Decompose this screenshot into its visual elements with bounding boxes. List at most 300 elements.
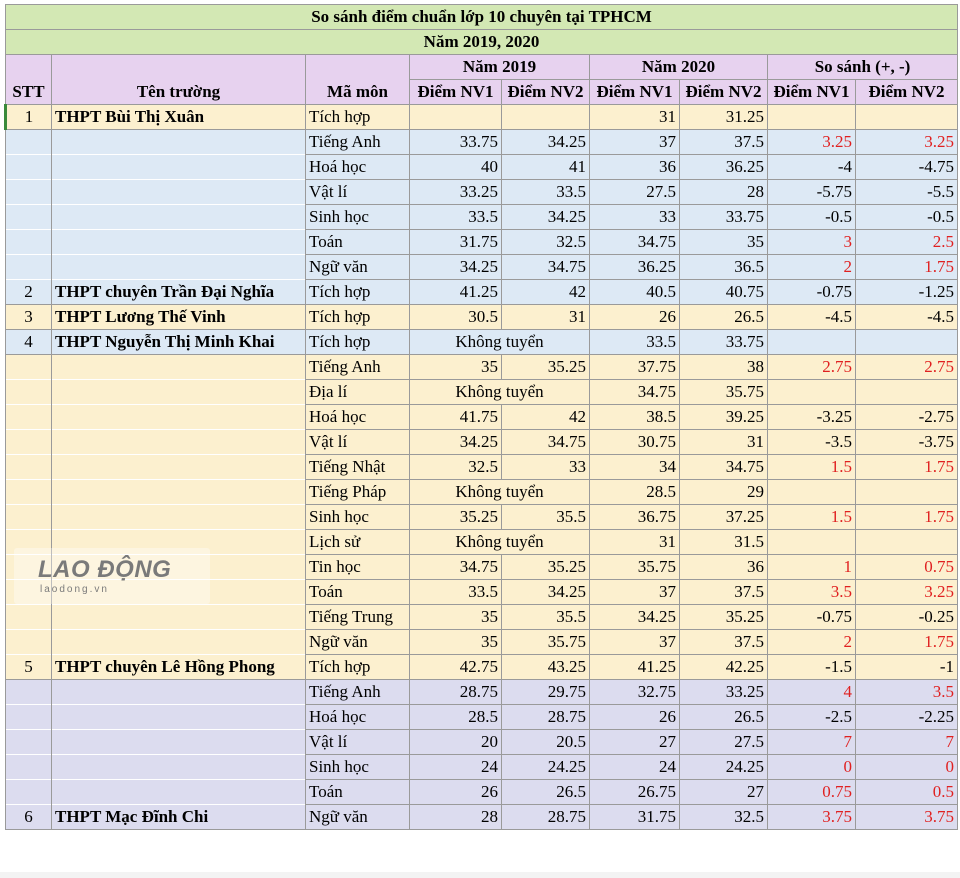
header-stt: STT <box>6 55 52 105</box>
header-compare: So sánh (+, -) <box>768 55 958 80</box>
cell-2019-nv1: 41.25 <box>410 280 502 305</box>
cell-diff-nv1: -4.5 <box>768 305 856 330</box>
cell-2019-nv2: 28.75 <box>502 805 590 830</box>
table-row <box>6 480 958 505</box>
cell-diff-nv2: -4.75 <box>856 155 958 180</box>
cell-stt <box>6 205 52 230</box>
cell-diff-nv1: 3.5 <box>768 580 856 605</box>
cell-diff-nv1: 3 <box>768 230 856 255</box>
cell-2020-nv2: 33.75 <box>680 205 768 230</box>
cell-subject: Tích hợp <box>306 330 410 355</box>
cell-subject: Tiếng Nhật <box>306 455 410 480</box>
cell-2019-nv2: 35.25 <box>502 555 590 580</box>
cell-2020-nv1: 36.75 <box>590 505 680 530</box>
cell-stt: 6 <box>6 805 52 830</box>
cell-2019-nv2: 35.5 <box>502 605 590 630</box>
cell-school-name <box>52 405 306 430</box>
cell-2020-nv1: 34.75 <box>590 230 680 255</box>
cell-diff-nv2: 2.75 <box>856 355 958 380</box>
cell-2019-nv2: 43.25 <box>502 655 590 680</box>
cell-2020-nv1: 38.5 <box>590 405 680 430</box>
cell-2019-nv1: 42.75 <box>410 655 502 680</box>
cell-2020-nv1: 24 <box>590 755 680 780</box>
cell-2020-nv2: 33.75 <box>680 330 768 355</box>
watermark-brand: LAO ĐỘNG <box>38 556 172 583</box>
cell-2019-nv1 <box>410 105 502 130</box>
cell-2019-nv1: 34.25 <box>410 430 502 455</box>
cell-2020-nv2: 36.5 <box>680 255 768 280</box>
cell-stt <box>6 530 52 555</box>
cell-2020-nv2: 31 <box>680 430 768 455</box>
cell-diff-nv2: -5.5 <box>856 180 958 205</box>
cell-diff-nv2: -2.25 <box>856 705 958 730</box>
cell-diff-nv2 <box>856 480 958 505</box>
cell-subject: Tin học <box>306 555 410 580</box>
cell-school-name <box>52 630 306 655</box>
table-subtitle: Năm 2019, 2020 <box>6 30 958 55</box>
cell-2020-nv2: 36 <box>680 555 768 580</box>
cell-subject: Ngữ văn <box>306 255 410 280</box>
cell-diff-nv2: 0 <box>856 755 958 780</box>
cell-2019-nv1: 24 <box>410 755 502 780</box>
header-2019-nv1: Điểm NV1 <box>410 80 502 105</box>
cell-stt <box>6 355 52 380</box>
cell-diff-nv1: 2.75 <box>768 355 856 380</box>
cell-stt <box>6 780 52 805</box>
header-year-2019: Năm 2019 <box>410 55 590 80</box>
cell-2019-nv2: 41 <box>502 155 590 180</box>
cell-2019-nv1: 35.25 <box>410 505 502 530</box>
table-row <box>6 780 958 805</box>
cell-2020-nv1: 37 <box>590 130 680 155</box>
comparison-table <box>4 4 958 830</box>
cell-2019-nv1: 35 <box>410 605 502 630</box>
cell-diff-nv2: 1.75 <box>856 630 958 655</box>
cell-2020-nv1: 33.5 <box>590 330 680 355</box>
cell-stt <box>6 405 52 430</box>
cell-2020-nv1: 26 <box>590 305 680 330</box>
cell-2020-nv2: 42.25 <box>680 655 768 680</box>
table-row <box>6 680 958 705</box>
cell-school-name <box>52 230 306 255</box>
cell-2020-nv1: 33 <box>590 205 680 230</box>
header-school: Tên trường <box>52 55 306 105</box>
cell-2020-nv2: 28 <box>680 180 768 205</box>
cell-stt <box>6 430 52 455</box>
cell-2020-nv1: 27.5 <box>590 180 680 205</box>
cell-subject: Ngữ văn <box>306 805 410 830</box>
cell-2019-nv2: 34.25 <box>502 205 590 230</box>
cell-diff-nv2: 1.75 <box>856 505 958 530</box>
cell-stt <box>6 255 52 280</box>
cell-school-name <box>52 680 306 705</box>
cell-diff-nv1: 7 <box>768 730 856 755</box>
cell-stt <box>6 455 52 480</box>
cell-2020-nv1: 31 <box>590 530 680 555</box>
cell-2020-nv1: 31.75 <box>590 805 680 830</box>
cell-stt <box>6 555 52 580</box>
table-row <box>6 405 958 430</box>
cell-stt <box>6 580 52 605</box>
cell-diff-nv1 <box>768 480 856 505</box>
cell-2019-nv1: 35 <box>410 630 502 655</box>
cell-diff-nv2: -2.75 <box>856 405 958 430</box>
cell-diff-nv1 <box>768 330 856 355</box>
cell-school-name: THPT Lương Thế Vinh <box>52 305 306 330</box>
cell-diff-nv2: -0.5 <box>856 205 958 230</box>
cell-school-name <box>52 155 306 180</box>
table-row <box>6 105 958 130</box>
cell-diff-nv2 <box>856 380 958 405</box>
cell-2020-nv2: 37.25 <box>680 505 768 530</box>
cell-2019-nv1: 33.5 <box>410 580 502 605</box>
cell-diff-nv2: 3.5 <box>856 680 958 705</box>
table-row <box>6 130 958 155</box>
table-row <box>6 255 958 280</box>
cell-2020-nv1: 37 <box>590 580 680 605</box>
header-compare-nv1: Điểm NV1 <box>768 80 856 105</box>
cell-2019-nv2: 33.5 <box>502 180 590 205</box>
cell-school-name <box>52 255 306 280</box>
cell-diff-nv1: 0 <box>768 755 856 780</box>
cell-2019-nv2: 42 <box>502 405 590 430</box>
cell-2019-nv1: 40 <box>410 155 502 180</box>
cell-2019-nv1: 30.5 <box>410 305 502 330</box>
cell-2020-nv2: 34.75 <box>680 455 768 480</box>
table-row <box>6 705 958 730</box>
cell-subject: Tiếng Anh <box>306 130 410 155</box>
cell-school-name <box>52 205 306 230</box>
cell-2020-nv1: 26 <box>590 705 680 730</box>
cell-2019-nv1: 32.5 <box>410 455 502 480</box>
cell-subject: Toán <box>306 580 410 605</box>
cell-stt <box>6 380 52 405</box>
cell-school-name: THPT chuyên Trần Đại Nghĩa <box>52 280 306 305</box>
cell-2020-nv2: 24.25 <box>680 755 768 780</box>
cell-school-name <box>52 355 306 380</box>
cell-not-admitted: Không tuyển <box>410 530 590 555</box>
cell-stt <box>6 705 52 730</box>
cell-2020-nv2: 37.5 <box>680 130 768 155</box>
cell-school-name <box>52 480 306 505</box>
cell-school-name: THPT chuyên Lê Hồng Phong <box>52 655 306 680</box>
cell-2020-nv1: 36.25 <box>590 255 680 280</box>
cell-subject: Sinh học <box>306 205 410 230</box>
cell-diff-nv1: -1.5 <box>768 655 856 680</box>
cell-stt <box>6 480 52 505</box>
cell-subject: Vật lí <box>306 730 410 755</box>
cell-2020-nv2: 35.25 <box>680 605 768 630</box>
cell-diff-nv1: -3.5 <box>768 430 856 455</box>
cell-diff-nv1: 0.75 <box>768 780 856 805</box>
cell-diff-nv1: 1.5 <box>768 455 856 480</box>
cell-diff-nv1: 3.75 <box>768 805 856 830</box>
cell-subject: Toán <box>306 780 410 805</box>
cell-school-name <box>52 530 306 555</box>
cell-diff-nv2: 7 <box>856 730 958 755</box>
cell-2020-nv2: 35 <box>680 230 768 255</box>
header-2020-nv1: Điểm NV1 <box>590 80 680 105</box>
cell-stt <box>6 505 52 530</box>
cell-2019-nv2: 34.25 <box>502 580 590 605</box>
cell-school-name <box>52 730 306 755</box>
cell-2020-nv1: 34.25 <box>590 605 680 630</box>
cell-subject: Tích hợp <box>306 105 410 130</box>
cell-subject: Tích hợp <box>306 280 410 305</box>
cell-2020-nv1: 34 <box>590 455 680 480</box>
cell-2019-nv1: 33.75 <box>410 130 502 155</box>
cell-stt <box>6 230 52 255</box>
cell-2019-nv2 <box>502 105 590 130</box>
cell-stt: 1 <box>6 105 52 130</box>
cell-school-name: THPT Nguyễn Thị Minh Khai <box>52 330 306 355</box>
cell-diff-nv1: -5.75 <box>768 180 856 205</box>
cell-school-name: THPT Bùi Thị Xuân <box>52 105 306 130</box>
cell-diff-nv2 <box>856 330 958 355</box>
table-row <box>6 755 958 780</box>
header-2019-nv2: Điểm NV2 <box>502 80 590 105</box>
header-compare-nv2: Điểm NV2 <box>856 80 958 105</box>
cell-school-name <box>52 180 306 205</box>
cell-diff-nv2: 3.75 <box>856 805 958 830</box>
cell-subject: Ngữ văn <box>306 630 410 655</box>
cell-diff-nv2: -4.5 <box>856 305 958 330</box>
cell-school-name <box>52 380 306 405</box>
cell-2020-nv2: 36.25 <box>680 155 768 180</box>
watermark-site: laodong.vn <box>40 584 109 595</box>
cell-school-name <box>52 430 306 455</box>
cell-2019-nv1: 20 <box>410 730 502 755</box>
header-year-2020: Năm 2020 <box>590 55 768 80</box>
cell-diff-nv1: -3.25 <box>768 405 856 430</box>
cell-2020-nv2: 26.5 <box>680 705 768 730</box>
cell-diff-nv2: 0.5 <box>856 780 958 805</box>
cell-2020-nv2: 31.5 <box>680 530 768 555</box>
table-row <box>6 230 958 255</box>
cell-diff-nv2: 3.25 <box>856 580 958 605</box>
table-row <box>6 580 958 605</box>
cell-diff-nv1: -0.75 <box>768 605 856 630</box>
table-row <box>6 655 958 680</box>
cell-2020-nv1: 31 <box>590 105 680 130</box>
cell-2019-nv2: 28.75 <box>502 705 590 730</box>
cell-diff-nv2 <box>856 530 958 555</box>
cell-2019-nv1: 34.25 <box>410 255 502 280</box>
cell-2020-nv1: 32.75 <box>590 680 680 705</box>
table-row <box>6 730 958 755</box>
cell-diff-nv1: 1 <box>768 555 856 580</box>
cell-2020-nv1: 36 <box>590 155 680 180</box>
cell-diff-nv1: 1.5 <box>768 505 856 530</box>
cell-school-name <box>52 580 306 605</box>
table-row <box>6 305 958 330</box>
cell-diff-nv2: -3.75 <box>856 430 958 455</box>
cell-school-name <box>52 505 306 530</box>
cell-diff-nv1: -2.5 <box>768 705 856 730</box>
cell-diff-nv2: 1.75 <box>856 455 958 480</box>
cell-2019-nv1: 41.75 <box>410 405 502 430</box>
cell-2019-nv2: 29.75 <box>502 680 590 705</box>
cell-2020-nv2: 27.5 <box>680 730 768 755</box>
cell-school-name <box>52 605 306 630</box>
cell-diff-nv1 <box>768 105 856 130</box>
cell-stt <box>6 180 52 205</box>
cell-diff-nv2: -1.25 <box>856 280 958 305</box>
cell-2020-nv2: 27 <box>680 780 768 805</box>
cell-2020-nv2: 26.5 <box>680 305 768 330</box>
cell-2020-nv1: 40.5 <box>590 280 680 305</box>
table-row <box>6 555 958 580</box>
cell-2020-nv1: 37 <box>590 630 680 655</box>
cell-2020-nv1: 26.75 <box>590 780 680 805</box>
cell-2020-nv1: 28.5 <box>590 480 680 505</box>
cell-stt: 3 <box>6 305 52 330</box>
cell-2019-nv2: 34.75 <box>502 430 590 455</box>
cell-2020-nv2: 37.5 <box>680 630 768 655</box>
cell-diff-nv1: 3.25 <box>768 130 856 155</box>
cell-stt <box>6 630 52 655</box>
cell-stt <box>6 130 52 155</box>
cell-school-name <box>52 555 306 580</box>
cell-diff-nv2: -0.25 <box>856 605 958 630</box>
cell-2020-nv2: 38 <box>680 355 768 380</box>
table-row <box>6 180 958 205</box>
cell-2020-nv2: 29 <box>680 480 768 505</box>
cell-2019-nv2: 32.5 <box>502 230 590 255</box>
cell-diff-nv1: -4 <box>768 155 856 180</box>
cell-school-name <box>52 455 306 480</box>
cell-school-name: THPT Mạc Đĩnh Chi <box>52 805 306 830</box>
cell-2020-nv1: 30.75 <box>590 430 680 455</box>
cell-diff-nv2: 1.75 <box>856 255 958 280</box>
cell-diff-nv1: -0.75 <box>768 280 856 305</box>
cell-2019-nv2: 34.75 <box>502 255 590 280</box>
table-row <box>6 455 958 480</box>
cell-subject: Địa lí <box>306 380 410 405</box>
cell-subject: Vật lí <box>306 430 410 455</box>
table-row <box>6 330 958 355</box>
cell-2020-nv2: 37.5 <box>680 580 768 605</box>
cell-2020-nv1: 35.75 <box>590 555 680 580</box>
cell-2019-nv1: 28.5 <box>410 705 502 730</box>
cell-stt: 2 <box>6 280 52 305</box>
bottom-strip <box>0 872 960 878</box>
table-row <box>6 530 958 555</box>
cell-2020-nv2: 40.75 <box>680 280 768 305</box>
cell-school-name <box>52 755 306 780</box>
cell-2019-nv2: 35.5 <box>502 505 590 530</box>
cell-2019-nv1: 31.75 <box>410 230 502 255</box>
table-row <box>6 380 958 405</box>
cell-subject: Tích hợp <box>306 655 410 680</box>
table-row <box>6 205 958 230</box>
cell-subject: Tiếng Anh <box>306 355 410 380</box>
table-row <box>6 505 958 530</box>
cell-2020-nv1: 34.75 <box>590 380 680 405</box>
table-row <box>6 280 958 305</box>
cell-diff-nv1: 4 <box>768 680 856 705</box>
cell-stt: 4 <box>6 330 52 355</box>
cell-2019-nv1: 33.25 <box>410 180 502 205</box>
cell-subject: Tiếng Anh <box>306 680 410 705</box>
cell-stt: 5 <box>6 655 52 680</box>
cell-subject: Sinh học <box>306 755 410 780</box>
cell-2020-nv2: 35.75 <box>680 380 768 405</box>
table-row <box>6 605 958 630</box>
cell-2020-nv2: 32.5 <box>680 805 768 830</box>
cell-2020-nv2: 33.25 <box>680 680 768 705</box>
cell-diff-nv1 <box>768 530 856 555</box>
cell-stt <box>6 730 52 755</box>
cell-2020-nv2: 31.25 <box>680 105 768 130</box>
cell-subject: Tiếng Trung <box>306 605 410 630</box>
header-subject: Mã môn <box>306 55 410 105</box>
cell-2019-nv1: 28 <box>410 805 502 830</box>
cell-2020-nv1: 27 <box>590 730 680 755</box>
cell-2019-nv1: 34.75 <box>410 555 502 580</box>
table-row <box>6 805 958 830</box>
cell-2019-nv2: 26.5 <box>502 780 590 805</box>
table-row <box>6 630 958 655</box>
cell-2019-nv1: 26 <box>410 780 502 805</box>
cell-2019-nv2: 31 <box>502 305 590 330</box>
cell-subject: Hoá học <box>306 405 410 430</box>
cell-diff-nv2: 3.25 <box>856 130 958 155</box>
table-row <box>6 430 958 455</box>
cell-diff-nv2: -1 <box>856 655 958 680</box>
cell-stt <box>6 755 52 780</box>
cell-stt <box>6 605 52 630</box>
cell-subject: Tiếng Pháp <box>306 480 410 505</box>
cell-subject: Vật lí <box>306 180 410 205</box>
cell-diff-nv2: 2.5 <box>856 230 958 255</box>
cell-2019-nv2: 35.25 <box>502 355 590 380</box>
cell-2019-nv2: 42 <box>502 280 590 305</box>
cell-diff-nv1: 2 <box>768 630 856 655</box>
cell-not-admitted: Không tuyển <box>410 480 590 505</box>
cell-subject: Sinh học <box>306 505 410 530</box>
cell-diff-nv2 <box>856 105 958 130</box>
cell-diff-nv1: -0.5 <box>768 205 856 230</box>
cell-diff-nv1 <box>768 380 856 405</box>
header-2020-nv2: Điểm NV2 <box>680 80 768 105</box>
cell-2019-nv2: 35.75 <box>502 630 590 655</box>
cell-diff-nv2: 0.75 <box>856 555 958 580</box>
cell-subject: Hoá học <box>306 705 410 730</box>
cell-subject: Hoá học <box>306 155 410 180</box>
table-title: So sánh điểm chuẩn lớp 10 chuyên tại TPHCM <box>6 5 958 30</box>
cell-stt <box>6 680 52 705</box>
cell-diff-nv1: 2 <box>768 255 856 280</box>
cell-subject: Tích hợp <box>306 305 410 330</box>
cell-2020-nv1: 41.25 <box>590 655 680 680</box>
cell-school-name <box>52 705 306 730</box>
table-row <box>6 355 958 380</box>
cell-subject: Toán <box>306 230 410 255</box>
cell-2019-nv2: 33 <box>502 455 590 480</box>
cell-school-name <box>52 130 306 155</box>
cell-2019-nv1: 35 <box>410 355 502 380</box>
cell-not-admitted: Không tuyển <box>410 380 590 405</box>
cell-2019-nv2: 24.25 <box>502 755 590 780</box>
cell-2019-nv2: 20.5 <box>502 730 590 755</box>
cell-stt <box>6 155 52 180</box>
cell-subject: Lịch sử <box>306 530 410 555</box>
table-row <box>6 155 958 180</box>
cell-2019-nv2: 34.25 <box>502 130 590 155</box>
cell-2020-nv1: 37.75 <box>590 355 680 380</box>
cell-2019-nv1: 33.5 <box>410 205 502 230</box>
